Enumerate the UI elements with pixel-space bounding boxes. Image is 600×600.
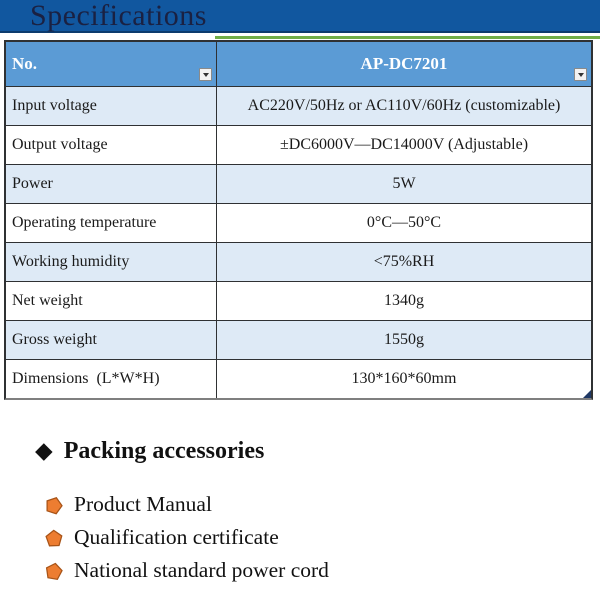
list-item-text: Qualification certificate [74, 525, 279, 549]
row-label-text: Dimensions (L*W*H) [12, 370, 160, 387]
row-label-text: Net weight [12, 292, 83, 309]
title-bar [0, 0, 600, 33]
row-value: AC220V/50Hz or AC110V/60Hz (customizable) [247, 97, 561, 114]
filter-arrow-icon [203, 73, 209, 77]
list-item-power-cord [45, 554, 329, 587]
header-cell-model [217, 42, 591, 86]
table-row-dimensions [6, 359, 591, 398]
table-row-output-voltage [6, 125, 591, 164]
table-row-gross-weight [6, 320, 591, 359]
row-label [6, 282, 217, 320]
list-item-text: Product Manual [74, 492, 212, 516]
list-item-text: National standard power cord [74, 558, 329, 582]
row-value: <75%RH [373, 253, 435, 270]
row-value: 0°C—50°C [366, 214, 442, 231]
row-label-text: Working humidity [12, 253, 130, 270]
green-accent-line [215, 36, 600, 39]
packing-accessories-heading [35, 438, 264, 465]
table-row-operating-temperature [6, 203, 591, 242]
table-row-power [6, 164, 591, 203]
filter-dropdown-no-button[interactable] [199, 68, 212, 81]
row-value: 1340g [384, 292, 424, 309]
diamond-bullet-icon: ◆ [35, 438, 53, 464]
table-row-working-humidity [6, 242, 591, 281]
row-label [6, 126, 217, 164]
row-label-text: Output voltage [12, 136, 108, 153]
row-value: 5W [392, 175, 416, 192]
table-row-input-voltage [6, 86, 591, 125]
list-item-qualification-certificate [45, 521, 329, 554]
row-value: ±DC6000V—DC14000V (Adjustable) [279, 136, 529, 153]
row-label-text: Gross weight [12, 331, 97, 348]
row-label-text: Input voltage [12, 97, 97, 114]
row-label [6, 165, 217, 203]
row-value: 1550g [384, 331, 424, 348]
list-item-product-manual [45, 488, 329, 521]
row-label [6, 360, 217, 398]
table-header-row [6, 42, 591, 86]
packing-heading-text: Packing accessories [63, 438, 265, 464]
filter-dropdown-model-button[interactable] [574, 68, 587, 81]
row-label [6, 204, 217, 242]
pentagon-bullet-icon [45, 528, 64, 547]
table-resize-handle[interactable] [583, 390, 591, 398]
header-no-label: No. [12, 54, 38, 73]
pentagon-bullet-icon [43, 493, 66, 516]
row-label-text: Operating temperature [12, 214, 157, 231]
specifications-table [4, 40, 593, 400]
table-row-net-weight [6, 281, 591, 320]
row-label-text: Power [12, 175, 53, 192]
row-value: 130*160*60mm [351, 370, 457, 387]
row-label [6, 87, 217, 125]
row-label [6, 321, 217, 359]
packing-accessories-list [45, 488, 329, 587]
filter-arrow-icon [578, 73, 584, 77]
row-label [6, 243, 217, 281]
pentagon-bullet-icon [44, 560, 65, 581]
header-cell-no [6, 42, 217, 86]
page-title: Specifications [30, 0, 207, 32]
header-model-label: AP-DC7201 [360, 54, 448, 73]
